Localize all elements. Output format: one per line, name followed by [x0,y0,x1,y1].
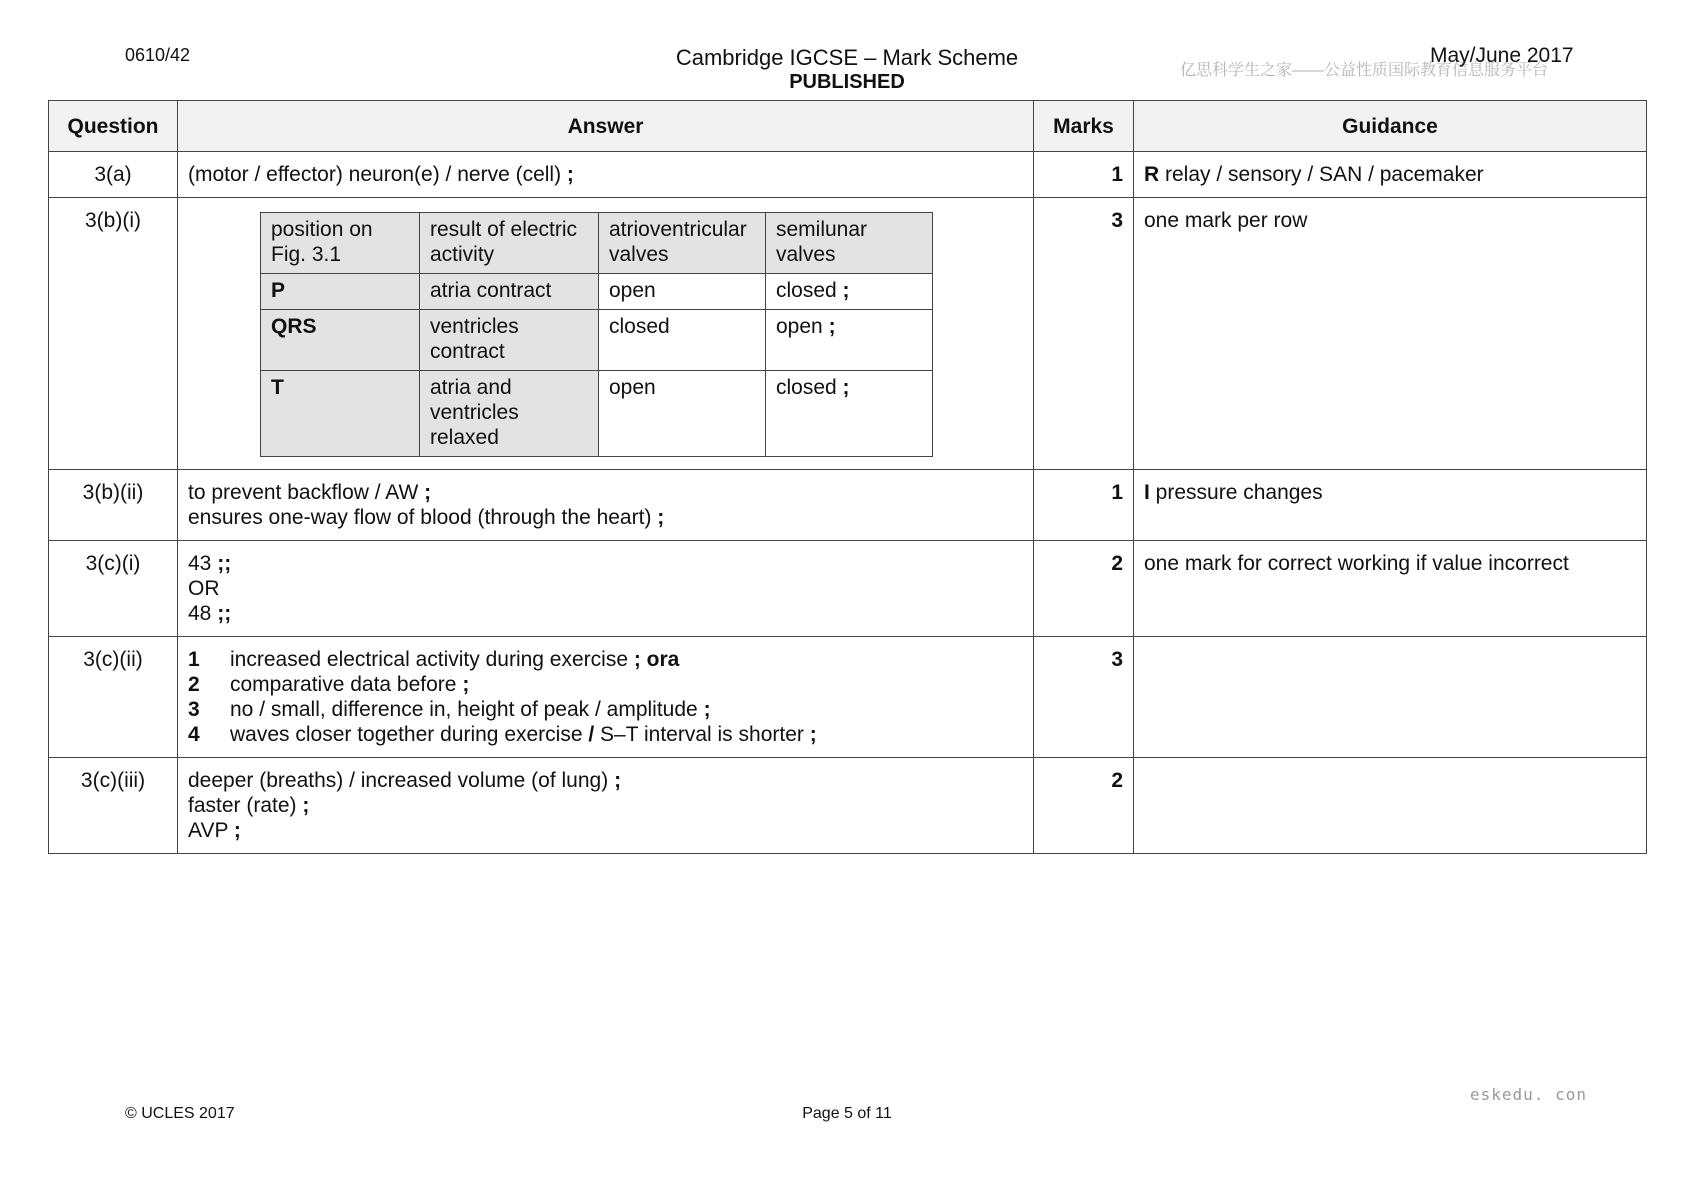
inner-cell-activity: atria contract [420,274,599,310]
mark-point-symbol: ; [703,698,711,721]
point-text: increased electrical activity during exercise [230,648,634,671]
table-row [49,637,1647,758]
inner-cell-semilunar [766,274,933,310]
point-text: no / small, difference in, height of peak / amplitude [230,698,704,721]
marks-cell: 2 [1034,758,1134,854]
mark-point-symbol: ; [233,819,241,842]
answer-cell [178,152,1034,198]
site-watermark: eskedu. con [1470,1085,1587,1104]
guidance-text: pressure changes [1149,481,1323,504]
answer-line [188,551,1023,576]
point-number: 3 [188,698,200,721]
mark-point-symbol: ; [566,163,574,186]
guidance-cell [1134,470,1647,541]
point-text: waves closer together during exercise [230,723,589,746]
inner-cell-semilunar [766,310,933,371]
guidance-cell [1134,152,1647,198]
inner-cell-text: open [776,315,829,338]
marks-cell: 3 [1034,637,1134,758]
answer-line [188,818,1023,843]
mark-point-symbol: ; ora [633,648,680,671]
inner-header-cell: semilunar valves [766,213,933,274]
inner-cell-text: closed [776,376,843,399]
inner-cell-text: closed [776,279,843,302]
question-number: 3(b)(i) [49,198,178,470]
marking-point [188,672,1023,697]
mark-point-symbol: ;; [217,602,232,625]
published-label: PUBLISHED [789,71,905,93]
answer-line [188,601,1023,626]
table-row [49,470,1647,541]
answer-line [188,768,1023,793]
question-number: 3(c)(i) [49,541,178,637]
question-number: 3(a) [49,152,178,198]
paper-code: 0610/42 [125,45,191,65]
guidance-ignore-flag: I [1144,481,1150,504]
mark-point-symbol: ;; [217,552,232,575]
inner-cell-position: T [261,371,420,457]
inner-cell-semilunar [766,371,933,457]
watermark-text: 亿思科学生之家——公益性质国际教育信息服务平台 [1180,62,1549,79]
answer-line [188,505,1023,530]
inner-cell-position: P [261,274,420,310]
question-number: 3(c)(iii) [49,758,178,854]
question-number: 3(b)(ii) [49,470,178,541]
guidance-text: relay / sensory / SAN / pacemaker [1159,163,1484,186]
heart-activity-table [260,212,933,457]
table-row [49,152,1647,198]
marks-cell: 1 [1034,152,1134,198]
inner-header-cell: atrioventricular valves [599,213,766,274]
answer-text: (motor / effector) neuron(e) / nerve (cell) [188,163,567,186]
guidance-cell: one mark for correct working if value incorrect [1134,541,1647,637]
marking-point [188,697,1023,722]
guidance-cell [1134,637,1647,758]
answer-text: faster (rate) [188,794,303,817]
inner-header-cell: result of electric activity [420,213,599,274]
answer-cell [178,541,1034,637]
answer-text: to prevent backflow / AW [188,481,425,504]
mark-point-symbol: ; [462,673,470,696]
inner-cell-av-valves: open [599,274,766,310]
point-number: 2 [188,673,200,696]
answer-cell [178,637,1034,758]
answer-line [188,793,1023,818]
mark-point-symbol: ; [614,769,622,792]
answer-text: deeper (breaths) / increased volume (of lung) [188,769,615,792]
document-title: Cambridge IGCSE – Mark Scheme [675,45,1019,70]
column-header-guidance: Guidance [1134,101,1647,152]
question-number: 3(c)(ii) [49,637,178,758]
copyright-notice: © UCLES 2017 [125,1105,235,1122]
answer-cell [178,758,1034,854]
inner-header-cell: position on Fig. 3.1 [261,213,420,274]
mark-point-symbol: ; [302,794,310,817]
inner-cell-av-valves: open [599,371,766,457]
table-row [49,758,1647,854]
page-number: Page 5 of 11 [802,1105,892,1122]
mark-point-symbol: ; [842,279,850,302]
inner-row [261,274,933,310]
mark-point-symbol: ; [842,376,850,399]
mark-point-symbol: ; [657,506,665,529]
marking-point [188,647,1023,672]
column-header-marks: Marks [1034,101,1134,152]
inner-header-row [261,213,933,274]
mark-point-symbol: ; [828,315,836,338]
exam-session: May/June 2017 [1430,44,1574,67]
guidance-cell: one mark per row [1134,198,1647,470]
guidance-cell [1134,758,1647,854]
alternative-slash: / [588,723,595,746]
guidance-reject-flag: R [1144,163,1160,186]
answer-text: 48 [188,602,218,625]
marks-cell: 3 [1034,198,1134,470]
table-header-row [49,101,1647,152]
mark-point-symbol: ; [809,723,817,746]
column-header-question: Question [49,101,178,152]
point-text: comparative data before [230,673,463,696]
marks-cell: 1 [1034,470,1134,541]
point-number: 4 [188,723,200,746]
inner-cell-av-valves: closed [599,310,766,371]
inner-row [261,310,933,371]
mark-scheme-table [48,100,1647,854]
mark-point-symbol: ; [424,481,432,504]
point-number: 1 [188,648,200,671]
answer-line [188,480,1023,505]
inner-row [261,371,933,457]
table-row [49,541,1647,637]
table-row [49,198,1647,470]
inner-cell-activity: ventricles contract [420,310,599,371]
answer-line: OR [188,577,220,600]
answer-text: ensures one-way flow of blood (through the heart) [188,506,658,529]
point-text: S–T interval is shorter [594,723,810,746]
answer-text: AVP [188,819,234,842]
column-header-answer: Answer [178,101,1034,152]
answer-cell [178,470,1034,541]
inner-cell-activity: atria and ventricles relaxed [420,371,599,457]
marks-cell: 2 [1034,541,1134,637]
inner-cell-position: QRS [261,310,420,371]
answer-text: 43 [188,552,218,575]
marking-point [188,722,1023,747]
answer-cell [178,198,1034,470]
